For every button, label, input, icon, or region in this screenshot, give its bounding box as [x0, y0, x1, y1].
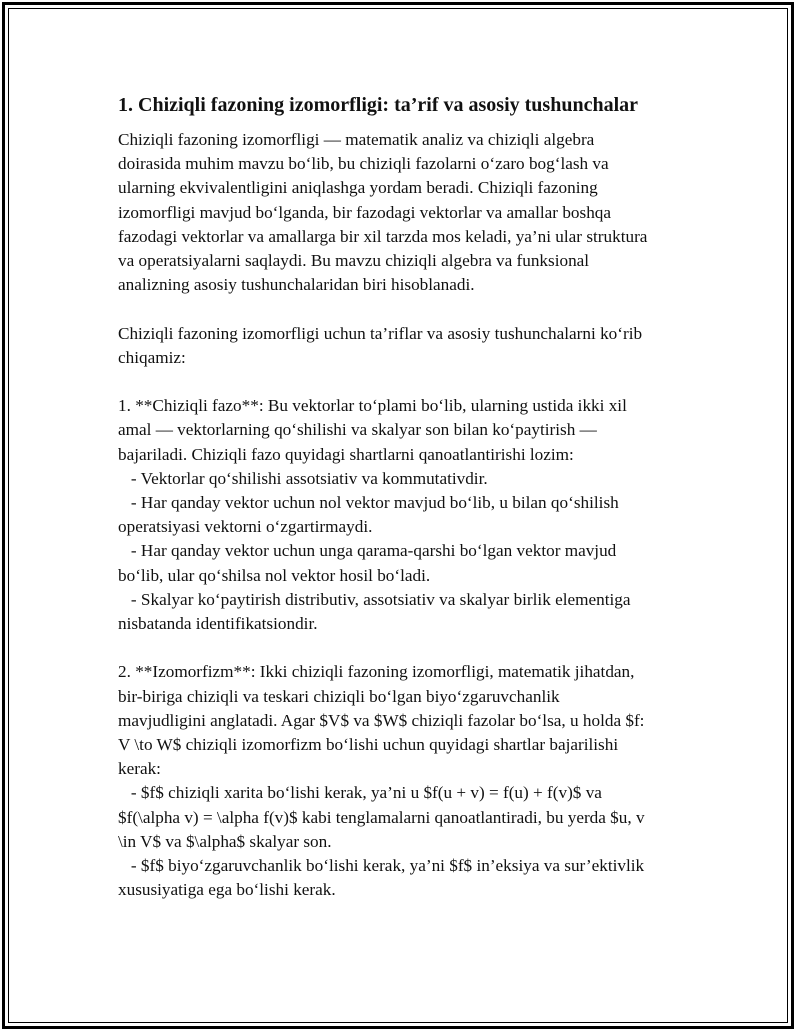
- section-1-line: nisbatanda identifikatsiondir.: [118, 614, 318, 634]
- section-1-line: operatsiyasi vektorni o‘zgartirmaydi.: [118, 517, 373, 537]
- intro-paragraph: [118, 128, 688, 297]
- paragraph-gap: [118, 636, 688, 660]
- section-2-line: - $f$ chiziqli xarita bo‘lishi kerak, ya’ni u $f(u + v) = f(u) + f(v)$ va: [118, 783, 602, 803]
- section-2-line: xususiyatiga ega bo‘lishi kerak.: [118, 880, 336, 900]
- intro-line: doirasida muhim mavzu bo‘lib, bu chiziqli fazolarni o‘zaro bog‘lash va: [118, 154, 609, 174]
- intro-line: Chiziqli fazoning izomorfligi — matematik analiz va chiziqli algebra: [118, 130, 595, 149]
- section-1-line: - Har qanday vektor uchun unga qarama-qarshi bo‘lgan vektor mavjud: [118, 541, 617, 561]
- paragraph-gap: [118, 297, 688, 321]
- lead-line: Chiziqli fazoning izomorfligi uchun ta’riflar va asosiy tushunchalarni ko‘rib: [118, 323, 643, 343]
- paragraph-gap: [118, 370, 688, 394]
- section-1-vector-space: [118, 394, 688, 636]
- section-2-line: mavjudligini anglatadi. Agar $V$ va $W$ chiziqli fazolar bo‘lsa, u holda $f:: [118, 710, 645, 730]
- document-body: [118, 92, 688, 902]
- section-2-line: - $f$ biyo‘zgaruvchanlik bo‘lishi kerak, ya’ni $f$ in’eksiya va sur’ektivlik: [118, 856, 645, 876]
- document-title: 1. Chiziqli fazoning izomorfligi: ta’rif va asosiy tushunchalar: [118, 94, 638, 116]
- lead-line: chiqamiz:: [118, 347, 186, 367]
- intro-line: va operatsiyalarni saqlaydi. Bu mavzu chiziqli algebra va funksional: [118, 251, 590, 271]
- section-1-line: amal — vektorlarning qo‘shilishi va skalyar son bilan ko‘paytirish —: [118, 420, 597, 440]
- section-2-isomorphism: [118, 660, 688, 902]
- section-1-line: bajariladi. Chiziqli fazo quyidagi shartlarni qanoatlantirishi lozim:: [118, 444, 574, 464]
- section-2-line: V \to W$ chiziqli izomorfizm bo‘lishi uchun quyidagi shartlar bajarilishi: [118, 735, 619, 755]
- intro-line: ularning ekvivalentligini aniqlashga yordam beradi. Chiziqli fazoning: [118, 178, 598, 198]
- section-1-line: bo‘lib, ular qo‘shilsa nol vektor hosil bo‘ladi.: [118, 565, 431, 585]
- intro-line: analizning asosiy tushunchalaridan biri hisoblanadi.: [118, 275, 475, 295]
- section-2-line: kerak:: [118, 759, 161, 779]
- section-2-line: 2. **Izomorfizm**: Ikki chiziqli fazoning izomorfligi, matematik jihatdan,: [118, 662, 635, 682]
- section-1-line: - Skalyar ko‘paytirish distributiv, assotsiativ va skalyar birlik elementiga: [118, 589, 631, 609]
- section-1-line: - Har qanday vektor uchun nol vektor mavjud bo‘lib, u bilan qo‘shilish: [118, 493, 619, 513]
- lead-paragraph: [118, 322, 688, 370]
- intro-line: izomorfligi mavjud bo‘lganda, bir fazodagi vektorlar va amallar boshqa: [118, 202, 612, 222]
- section-1-line: 1. **Chiziqli fazo**: Bu vektorlar to‘plami bo‘lib, ularning ustida ikki xil: [118, 396, 627, 416]
- section-1-line: - Vektorlar qo‘shilishi assotsiativ va kommutativdir.: [118, 468, 488, 488]
- section-2-line: bir-biriga chiziqli va teskari chiziqli bo‘lgan biyo‘zgaruvchanlik: [118, 686, 560, 706]
- section-2-line: $f(\alpha v) = \alpha f(v)$ kabi tenglamalarni qanoatlantiradi, bu yerda $u, v: [118, 807, 645, 827]
- section-2-line: \in V$ va $\alpha$ skalyar son.: [118, 831, 332, 851]
- intro-line: fazodagi vektorlar va amallarga bir xil tarzda mos keladi, ya’ni ular struktura: [118, 226, 648, 246]
